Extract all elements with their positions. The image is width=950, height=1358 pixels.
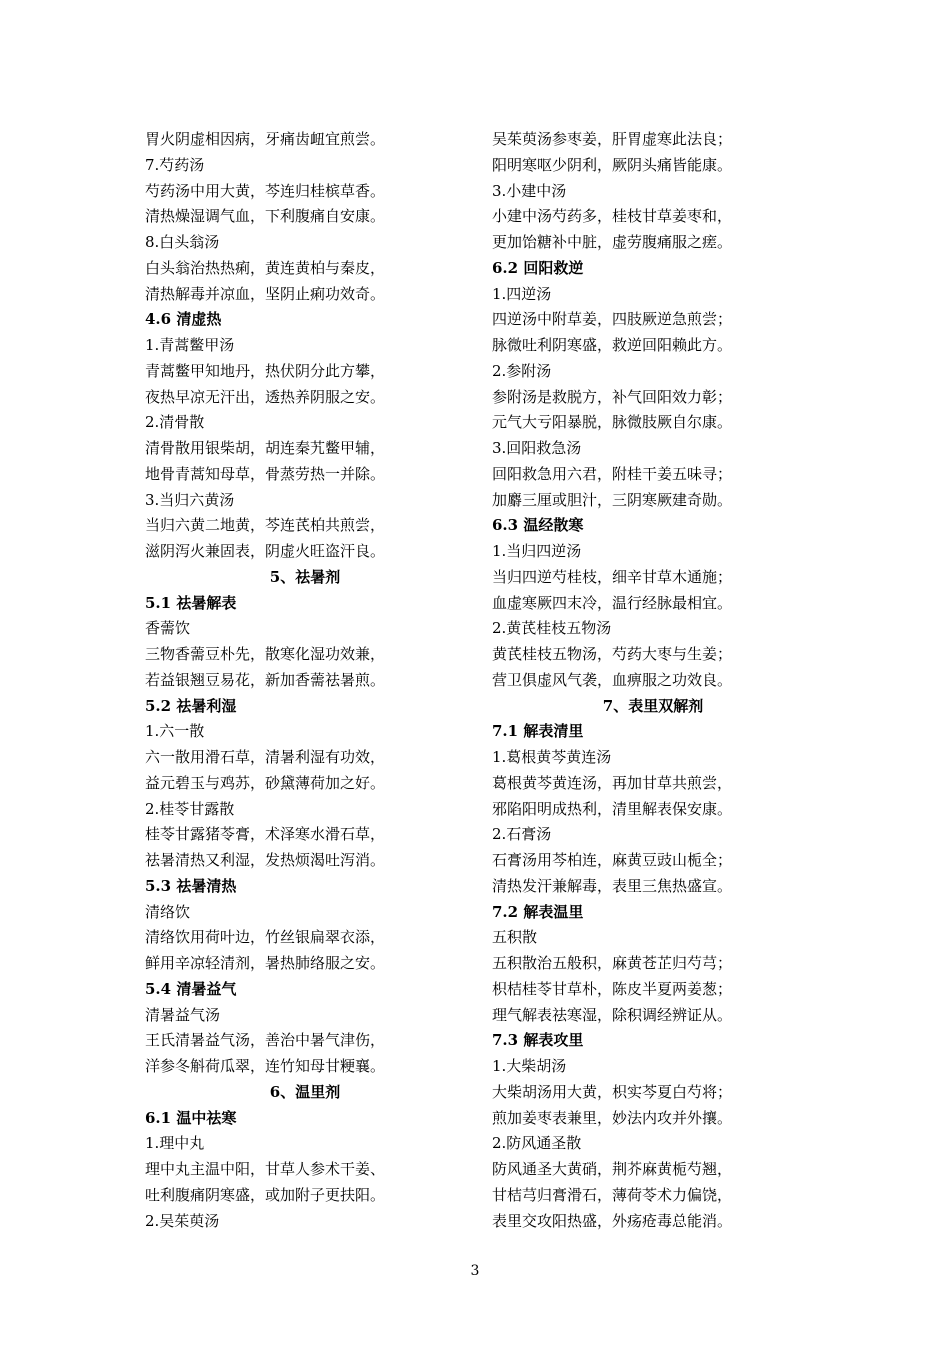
verse-line: 甘桔芎归膏滑石，薄荷苓术力偏饶， (492, 1185, 733, 1204)
verse-line: 三物香薷豆朴先，散寒化湿功效兼， (145, 645, 386, 663)
verse-line: 理中丸主温中阳，甘草人参术干姜、 (145, 1160, 386, 1178)
section-heading: 5.4 清暑益气 (145, 979, 237, 998)
formula-title: 1.大柴胡汤 (492, 1057, 567, 1075)
verse-line: 当归四逆芍桂枝，细辛甘草木通施； (492, 567, 733, 586)
verse-line: 吐利腹痛阴寒盛，或加附子更扶阳。 (145, 1185, 386, 1204)
verse-line: 六一散用滑石草，清暑利湿有功效， (145, 748, 386, 766)
formula-title: 2.清骨散 (145, 413, 205, 432)
verse-line: 益元碧玉与鸡苏，砂黛薄荷加之好。 (145, 773, 386, 792)
formula-title: 7.芍药汤 (145, 155, 205, 174)
formula-title: 2.防风通圣散 (492, 1134, 582, 1153)
verse-line: 血虚寒厥四末冷，温行经脉最相宜。 (492, 593, 733, 612)
section-heading: 5.3 祛暑清热 (145, 876, 237, 895)
formula-title: 清络饮 (145, 902, 191, 921)
verse-line: 青蒿鳖甲知地丹，热伏阴分此方攀， (145, 361, 386, 380)
verse-line: 五积散治五般积，麻黄苍芷归芍芎； (492, 954, 733, 972)
formula-title: 1.六一散 (145, 722, 205, 741)
verse-line: 滋阴泻火兼固表，阴虚火旺盗汗良。 (145, 542, 386, 560)
formula-title: 2.参附汤 (492, 361, 552, 380)
verse-line: 小建中汤芍药多，桂枝甘草姜枣和， (492, 207, 733, 226)
verse-line: 脉微吐利阴寒盛，救逆回阳赖此方。 (492, 336, 733, 354)
verse-line: 邪陷阳明成热利，清里解表保安康。 (492, 799, 733, 818)
section-heading: 7.1 解表清里 (492, 722, 584, 741)
verse-line: 洋参冬斛荷瓜翠，连竹知母甘粳襄。 (145, 1057, 386, 1075)
chapter-heading: 7、表里双解剂 (602, 696, 704, 715)
verse-line: 吴茱萸汤参枣姜，肝胃虚寒此法良； (492, 130, 733, 148)
section-heading: 6.1 温中祛寒 (145, 1108, 237, 1127)
formula-title: 1.理中丸 (145, 1134, 205, 1153)
section-heading: 6.3 温经散寒 (492, 516, 584, 535)
verse-line: 表里交攻阳热盛，外疡疮毒总能消。 (492, 1211, 733, 1230)
section-heading: 5.2 祛暑利湿 (145, 696, 237, 715)
verse-line: 清络饮用荷叶边，竹丝银扁翠衣添， (145, 928, 386, 947)
formula-title: 五积散 (492, 928, 538, 947)
section-heading: 7.3 解表攻里 (492, 1031, 584, 1050)
section-heading: 5.1 祛暑解表 (145, 593, 237, 612)
verse-line: 煎加姜枣表兼里，妙法内攻并外攘。 (492, 1108, 733, 1127)
formula-title: 1.当归四逆汤 (492, 542, 582, 560)
verse-line: 胃火阴虚相因病，牙痛齿衄宜煎尝。 (145, 130, 386, 148)
verse-line: 参附汤是救脱方，补气回阳效力彰； (492, 387, 733, 406)
chapter-heading: 6、温里剂 (269, 1082, 341, 1101)
verse-line: 芍药汤中用大黄，芩连归桂槟草香。 (145, 181, 386, 200)
verse-line: 石膏汤用芩柏连，麻黄豆豉山栀全； (492, 851, 733, 869)
formula-title: 香薷饮 (145, 619, 191, 638)
verse-line: 王氏清暑益气汤，善治中暑气津伤， (145, 1031, 386, 1050)
formula-title: 1.四逆汤 (492, 284, 552, 303)
formula-title: 2.桂苓甘露散 (145, 799, 235, 818)
verse-line: 防风通圣大黄硝，荆芥麻黄栀芍翘， (492, 1160, 733, 1178)
verse-line: 祛暑清热又利湿，发热烦渴吐泻消。 (145, 851, 386, 869)
section-heading: 4.6 清虚热 (145, 310, 222, 329)
verse-line: 大柴胡汤用大黄，枳实芩夏白芍将； (492, 1082, 733, 1101)
verse-line: 桂苓甘露猪苓膏，术泽寒水滑石草， (145, 825, 386, 844)
verse-line: 清热燥湿调气血，下利腹痛自安康。 (145, 207, 386, 226)
formula-title: 1.青蒿鳖甲汤 (145, 336, 235, 354)
verse-line: 地骨青蒿知母草，骨蒸劳热一并除。 (145, 464, 386, 483)
verse-line: 当归六黄二地黄，芩连芪柏共煎尝， (145, 516, 386, 535)
verse-line: 阳明寒呕少阴利，厥阴头痛皆能康。 (492, 155, 733, 174)
right-column (492, 127, 814, 1234)
section-heading: 6.2 回阳救逆 (492, 258, 584, 277)
formula-title: 2.吴茱萸汤 (145, 1211, 220, 1230)
formula-title: 3.小建中汤 (492, 181, 567, 200)
verse-line: 枳桔桂苓甘草朴，陈皮半夏两姜葱； (492, 979, 733, 998)
verse-line: 四逆汤中附草姜，四肢厥逆急煎尝； (492, 310, 733, 329)
page-number: 3 (470, 1263, 480, 1279)
formula-title: 清暑益气汤 (145, 1005, 221, 1024)
chapter-heading: 5、祛暑剂 (269, 567, 341, 586)
formula-title: 1.葛根黄芩黄连汤 (492, 748, 612, 766)
formula-title: 8.白头翁汤 (145, 233, 220, 251)
formula-title: 3.回阳救急汤 (492, 439, 582, 457)
verse-line: 白头翁治热热痢，黄连黄柏与秦皮， (145, 258, 386, 277)
verse-line: 清骨散用银柴胡，胡连秦艽鳖甲辅， (145, 439, 386, 457)
verse-line: 理气解表祛寒湿，除积调经辨证从。 (492, 1005, 733, 1024)
verse-line: 更加饴糖补中脏，虚劳腹痛服之瘥。 (492, 233, 733, 251)
verse-line: 回阳救急用六君，附桂干姜五味寻； (492, 464, 733, 483)
formula-title: 2.石膏汤 (492, 825, 552, 844)
verse-line: 黄芪桂枝五物汤，芍药大枣与生姜； (492, 645, 733, 663)
left-column (145, 127, 465, 1234)
verse-line: 夜热早凉无汗出，透热养阴服之安。 (145, 387, 386, 406)
verse-line: 清热发汗兼解毒，表里三焦热盛宣。 (492, 876, 733, 895)
verse-line: 若益银翘豆易花，新加香薷祛暑煎。 (145, 670, 386, 689)
verse-line: 加麝三厘或胆汁，三阴寒厥建奇勋。 (492, 490, 733, 509)
section-heading: 7.2 解表温里 (492, 902, 584, 921)
formula-title: 2.黄芪桂枝五物汤 (492, 619, 612, 638)
verse-line: 葛根黄芩黄连汤，再加甘草共煎尝， (492, 773, 733, 792)
verse-line: 鲜用辛凉轻清剂，暑热肺络服之安。 (145, 954, 386, 972)
verse-line: 营卫俱虚风气袭，血痹服之功效良。 (492, 670, 733, 689)
formula-title: 3.当归六黄汤 (145, 490, 235, 509)
verse-line: 清热解毒并凉血，坚阴止痢功效奇。 (145, 284, 386, 303)
verse-line: 元气大亏阳暴脱，脉微肢厥自尔康。 (492, 413, 733, 432)
